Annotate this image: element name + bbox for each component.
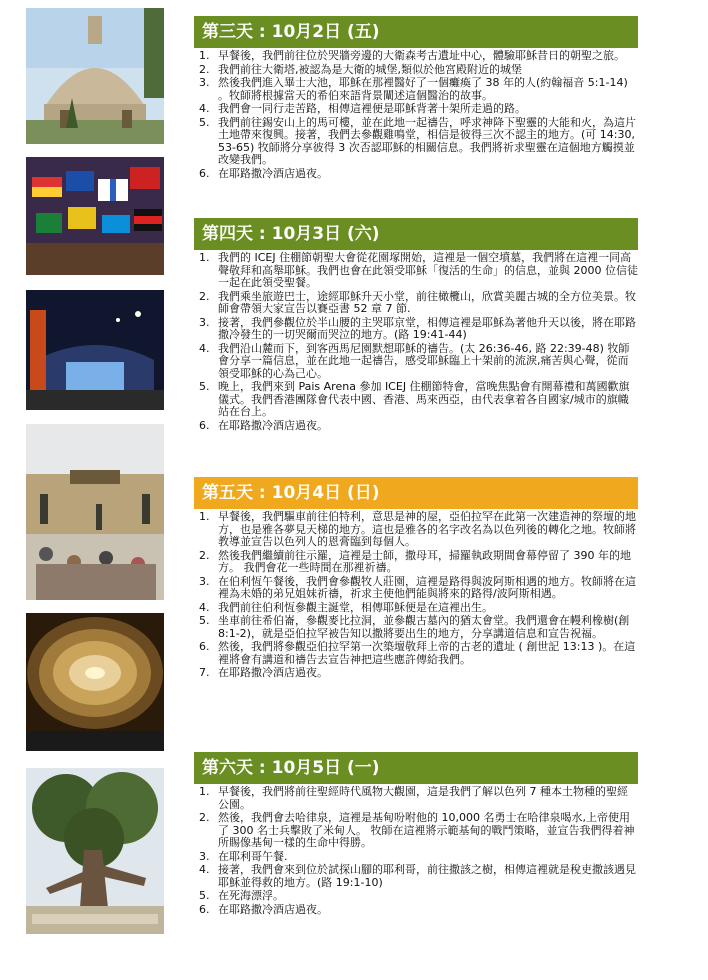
item-number: 3.	[199, 315, 210, 329]
item-text: 然後，我們將參觀亞伯拉罕第一次築壇敬拜上帝的古老的遺址 ( 創世記 13:13 )。在這裡將會有講道和禱告去宣告神把這些應許傳給我們。	[218, 640, 636, 666]
list-item	[194, 904, 638, 917]
flags-icon	[26, 157, 164, 275]
item-text: 坐車前往希伯崙，參觀麥比拉洞，並參觀古墓內的猶太會堂。我們還會在幔利橡樹(創 8:1-2)，就是亞伯拉罕被告知以撒將要出生的地方，分享講道信息和宣告祝福。	[218, 614, 630, 640]
day-four-itinerary	[194, 252, 638, 432]
list-item	[194, 851, 638, 864]
list-item	[194, 103, 638, 116]
item-number: 2.	[199, 289, 210, 303]
item-text: 早餐後，我們前往位於哭牆旁邊的大衛森考古遺址中心，體驗耶穌昔日的朝聖之旅。	[218, 49, 625, 62]
list-item	[194, 864, 638, 889]
stone-site-icon	[26, 424, 164, 600]
day-five-header: 第五天 : 10月4日 (日)	[194, 477, 638, 509]
item-text: 接著，我們參觀位於半山腰的主哭耶京堂，相傳這裡是耶穌為著他升天以後，將在耶路撒冷發生的一切哭爾而哭泣的地方。(路 19:41-44)	[218, 315, 636, 341]
tree-icon	[26, 768, 164, 934]
memorial-icon	[26, 613, 164, 751]
item-number: 6.	[199, 640, 210, 653]
list-item	[194, 786, 638, 811]
flags-parade-photo	[26, 157, 164, 275]
item-text: 在伯利恆午餐後，我們會參觀牧人莊園，這裡是路得與波阿斯相遇的地方。牧師將在這裡為未婚的弟兄姐妹祈禱，祈求主使他們能與將來的路得/波阿斯相遇。	[218, 574, 636, 600]
day-four-section	[194, 218, 638, 433]
item-text: 我們乘坐旅遊巴士，途經耶穌升天小堂，前往橄欖山，欣賞美麗古城的全方位美景。牧師會帶領大家宣告以賽亞書 52 章 7 節.	[218, 289, 636, 315]
item-number: 7.	[199, 666, 210, 679]
list-item	[194, 641, 638, 666]
item-text: 在耶路撒冷酒店過夜。	[218, 418, 328, 432]
item-text: 在耶路撒冷酒店過夜。	[218, 166, 328, 180]
list-item	[194, 50, 638, 63]
item-text: 早餐後，我們將前往聖經時代風物大觀園，這是我們了解以色列 7 種本土物種的聖經公園。	[218, 785, 628, 811]
item-text: 在耶利哥午餐.	[218, 849, 288, 863]
list-item	[194, 252, 638, 290]
item-number: 3.	[199, 849, 210, 863]
item-number: 3.	[199, 574, 210, 588]
item-number: 5.	[199, 889, 210, 902]
day-four-header: 第四天 : 10月3日 (六)	[194, 218, 638, 250]
bethel-excavation-photo	[26, 424, 164, 600]
item-number: 2.	[199, 62, 210, 76]
item-text: 在死海漂浮。	[218, 889, 284, 902]
list-item	[194, 667, 638, 680]
day-three-header: 第三天 : 10月2日 (五)	[194, 16, 638, 48]
item-text: 我們的 ICEJ 住棚節朝聖大會從花園塚開始，這裡是一個空墳墓，我們將在這裡一同高聲敬拜和高舉耶穌。我們也會在此領受耶穌「復活的生命」的信息，並與 2000 位信徒一起在此領受聖餐。	[218, 251, 638, 289]
item-text: 我們前往大衛塔,被認為是大衛的城堡,類似於他宮殿附近的城堡	[218, 62, 522, 76]
item-number: 1.	[199, 49, 210, 62]
item-number: 1.	[199, 510, 210, 523]
memorial-photo-wall	[26, 613, 164, 751]
item-number: 4.	[199, 600, 210, 614]
item-text: 晚上，我們來到 Pais Arena 參加 ICEJ 住棚節特會，當晚焦點會有開幕禮和萬國歡旗儀式。我們香港團隊會代表中國、香港、馬來西亞，由代表拿着各自國家/城市的旗幟站在台上。	[218, 380, 630, 418]
list-item	[194, 615, 638, 640]
item-number: 2.	[199, 548, 210, 562]
list-item	[194, 812, 638, 850]
list-item	[194, 381, 638, 419]
item-number: 1.	[199, 785, 210, 798]
list-item	[194, 317, 638, 342]
day-three-itinerary	[194, 50, 638, 180]
day-three-section	[194, 16, 638, 181]
dominus-flevit-church-photo	[26, 8, 164, 144]
item-number: 6.	[199, 902, 210, 916]
list-item	[194, 420, 638, 433]
item-number: 6.	[199, 418, 210, 432]
item-number: 1.	[199, 251, 210, 264]
item-text: 我們前往錫安山上的馬可樓，並在此地一起禱告，呼求神降下聖靈的大能和火，為這片土地帶來復興。接著，我們去參觀雞鳴堂，相信是彼得三次不認主的地方。(可 14:30, 53-65) 牧師將分享彼得 3 次否認耶穌的相關信息。我們將祈求聖靈在這個地方觸摸並改變我們。	[218, 115, 636, 166]
list-item	[194, 117, 638, 167]
item-number: 4.	[199, 863, 210, 876]
day-five-itinerary	[194, 511, 638, 680]
item-number: 4.	[199, 341, 210, 355]
list-item	[194, 890, 638, 903]
list-item	[194, 343, 638, 381]
item-number: 5.	[199, 380, 210, 393]
item-text: 我們前往伯利恆參觀主誕堂，相傳耶穌便是在這裡出生。	[218, 600, 493, 614]
day-six-header: 第六天 : 10月5日 (一)	[194, 752, 638, 784]
list-item	[194, 576, 638, 601]
item-text: 早餐後，我們驅車前往伯特利，意思是神的屋，亞伯拉罕在此第一次建造神的祭壇的地方，也是雅各夢見天梯的地方。這也是雅各的名字改名為以色列後的轉化之地。牧師將教導並宣告以色列人的恩膏臨到每個人。	[218, 510, 636, 548]
item-number: 2.	[199, 811, 210, 824]
pais-arena-photo	[26, 290, 164, 410]
list-item	[194, 168, 638, 181]
item-number: 5.	[199, 115, 210, 129]
list-item	[194, 602, 638, 615]
list-item	[194, 291, 638, 316]
list-item	[194, 550, 638, 575]
item-text: 然後我們進入畢士大池，耶穌在那裡醫好了一個癱瘓了 38 年的人(約翰福音 5:1-14) 。牧師將根據當天的希伯來語背景闡述這個醫治的故事。	[218, 76, 628, 102]
item-text: 在耶路撒冷酒店過夜。	[218, 666, 328, 679]
item-text: 然後我們繼續前往示羅，這裡是士師，撒母耳，掃羅執政期間會幕停留了 390 年的地方。 我們會花一些時間在那裡祈禱。	[218, 548, 631, 574]
item-number: 6.	[199, 166, 210, 180]
item-number: 4.	[199, 102, 210, 115]
day-six-section	[194, 752, 638, 917]
item-text: 在耶路撒冷酒店過夜。	[218, 902, 328, 916]
church-dome-icon	[26, 8, 164, 144]
item-number: 3.	[199, 76, 210, 89]
list-item	[194, 64, 638, 77]
item-text: 接著，我們會來到位於試探山腳的耶利哥，前往撒該之樹，相傳這裡就是稅吏撒該遇見耶穌並得救的地方。(路 19:1-10)	[218, 863, 636, 889]
sycamore-tree-photo	[26, 768, 164, 934]
day-six-itinerary	[194, 786, 638, 916]
item-text: 然後，我們會去哈律泉，這裡是基甸吩咐他的 10,000 名勇士在哈律泉喝水,上帝使用了 300 名士兵擊敗了米甸人。 牧師在這裡將示範基甸的戰鬥策略，並宣告我們得着神所賜像基甸一樣的生命中得勝。	[218, 811, 635, 849]
day-five-section	[194, 477, 638, 681]
list-item	[194, 77, 638, 102]
item-number: 5.	[199, 614, 210, 627]
item-text: 我們沿山麓而下，到客西馬尼園默想耶穌的禱告。(太 26:36-46, 路 22:39-48) 牧師會分享一篇信息，並在此地一起禱告，感受耶穌臨上十架前的流淚,痛苦與心聲，從而領受耶穌的心為己心。	[218, 341, 630, 380]
arena-icon	[26, 290, 164, 410]
item-text: 我們會一同行走苦路，相傳這裡便是耶穌背著十架所走過的路。	[218, 102, 526, 115]
list-item	[194, 511, 638, 549]
